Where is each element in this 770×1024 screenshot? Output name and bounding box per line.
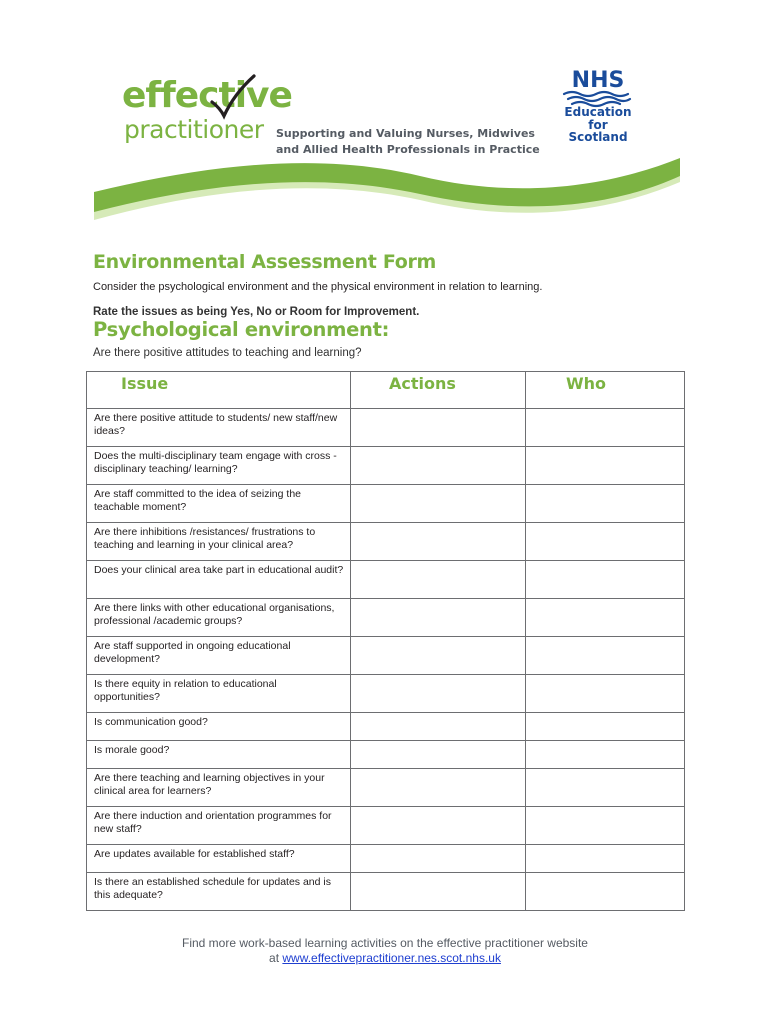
issue-cell: Are there inhibitions /resistances/ frustrations to teaching and learning in your clinical area? bbox=[87, 523, 351, 561]
table-row bbox=[87, 713, 685, 741]
table-row bbox=[87, 447, 685, 485]
actions-cell[interactable] bbox=[351, 447, 526, 485]
actions-cell[interactable] bbox=[351, 873, 526, 911]
issue-cell: Is morale good? bbox=[87, 741, 351, 769]
table-header-row bbox=[87, 372, 685, 409]
actions-cell[interactable] bbox=[351, 523, 526, 561]
actions-cell[interactable] bbox=[351, 845, 526, 873]
who-cell[interactable] bbox=[526, 845, 685, 873]
who-cell[interactable] bbox=[526, 675, 685, 713]
section-title: Psychological environment: bbox=[93, 318, 390, 341]
form-intro: Consider the psychological environment and the physical environment in relation to learning. bbox=[93, 281, 543, 293]
issue-cell: Are there induction and orientation programmes for new staff? bbox=[87, 807, 351, 845]
rate-instruction: Rate the issues as being Yes, No or Room for Improvement. bbox=[93, 306, 420, 318]
who-cell[interactable] bbox=[526, 637, 685, 675]
nhs-education-for-scotland bbox=[556, 106, 640, 144]
issue-cell: Are updates available for established staff? bbox=[87, 845, 351, 873]
issue-cell: Is communication good? bbox=[87, 713, 351, 741]
issue-cell: Are staff supported in ongoing educational development? bbox=[87, 637, 351, 675]
assessment-table bbox=[86, 371, 685, 911]
who-cell[interactable] bbox=[526, 523, 685, 561]
actions-cell[interactable] bbox=[351, 599, 526, 637]
table-row bbox=[87, 769, 685, 807]
nhs-line-scotland: Scotland bbox=[568, 130, 628, 144]
issue-cell: Are there positive attitude to students/ new staff/new ideas? bbox=[87, 409, 351, 447]
issue-cell: Are there links with other educational organisations, professional /academic groups? bbox=[87, 599, 351, 637]
wave-lines-icon bbox=[564, 92, 630, 106]
footer-line-2 bbox=[0, 951, 770, 966]
who-cell[interactable] bbox=[526, 769, 685, 807]
actions-cell[interactable] bbox=[351, 807, 526, 845]
nhs-logo bbox=[562, 68, 634, 108]
table-row bbox=[87, 807, 685, 845]
footer bbox=[0, 936, 770, 966]
who-cell[interactable] bbox=[526, 599, 685, 637]
actions-cell[interactable] bbox=[351, 561, 526, 599]
who-cell[interactable] bbox=[526, 741, 685, 769]
table-row bbox=[87, 485, 685, 523]
actions-cell[interactable] bbox=[351, 741, 526, 769]
issue-cell: Does the multi-disciplinary team engage with cross -disciplinary teaching/ learning? bbox=[87, 447, 351, 485]
table-row bbox=[87, 409, 685, 447]
issue-cell: Does your clinical area take part in educational audit? bbox=[87, 561, 351, 599]
logo-word-effective: effective bbox=[122, 75, 292, 116]
table-row bbox=[87, 599, 685, 637]
header-who: Who bbox=[526, 372, 685, 409]
nhs-line-for: for bbox=[588, 117, 608, 132]
actions-cell[interactable] bbox=[351, 713, 526, 741]
table-row bbox=[87, 523, 685, 561]
table-row bbox=[87, 741, 685, 769]
actions-cell[interactable] bbox=[351, 769, 526, 807]
tagline-line-2: and Allied Health Professionals in Practice bbox=[276, 143, 540, 156]
actions-cell[interactable] bbox=[351, 675, 526, 713]
issue-cell: Are there teaching and learning objectives in your clinical area for learners? bbox=[87, 769, 351, 807]
nhs-mark: NHS bbox=[571, 68, 625, 93]
issue-cell: Are staff committed to the idea of seizing the teachable moment? bbox=[87, 485, 351, 523]
issue-cell: Is there equity in relation to educational opportunities? bbox=[87, 675, 351, 713]
section-question: Are there positive attitudes to teaching and learning? bbox=[93, 347, 362, 359]
table-row bbox=[87, 845, 685, 873]
who-cell[interactable] bbox=[526, 807, 685, 845]
actions-cell[interactable] bbox=[351, 409, 526, 447]
form-title: Environmental Assessment Form bbox=[93, 251, 437, 273]
actions-cell[interactable] bbox=[351, 637, 526, 675]
checkmark-icon bbox=[168, 72, 258, 122]
tagline-line-1: Supporting and Valuing Nurses, Midwives bbox=[276, 127, 535, 140]
who-cell[interactable] bbox=[526, 447, 685, 485]
table-row bbox=[87, 561, 685, 599]
who-cell[interactable] bbox=[526, 409, 685, 447]
green-wave-banner bbox=[90, 150, 686, 230]
who-cell[interactable] bbox=[526, 485, 685, 523]
footer-at: at bbox=[269, 951, 283, 965]
logo-word-practitioner: practitioner bbox=[124, 115, 264, 144]
table-row bbox=[87, 637, 685, 675]
who-cell[interactable] bbox=[526, 713, 685, 741]
issue-cell: Is there an established schedule for updates and is this adequate? bbox=[87, 873, 351, 911]
who-cell[interactable] bbox=[526, 873, 685, 911]
header-issue: Issue bbox=[87, 372, 351, 409]
header-actions: Actions bbox=[351, 372, 526, 409]
who-cell[interactable] bbox=[526, 561, 685, 599]
table-row bbox=[87, 873, 685, 911]
actions-cell[interactable] bbox=[351, 485, 526, 523]
footer-line-1: Find more work-based learning activities on the effective practitioner website bbox=[182, 936, 588, 950]
table-row bbox=[87, 675, 685, 713]
nhs-line-education: Education bbox=[564, 105, 632, 119]
website-link[interactable]: www.effectivepractitioner.nes.scot.nhs.uk bbox=[282, 951, 501, 965]
